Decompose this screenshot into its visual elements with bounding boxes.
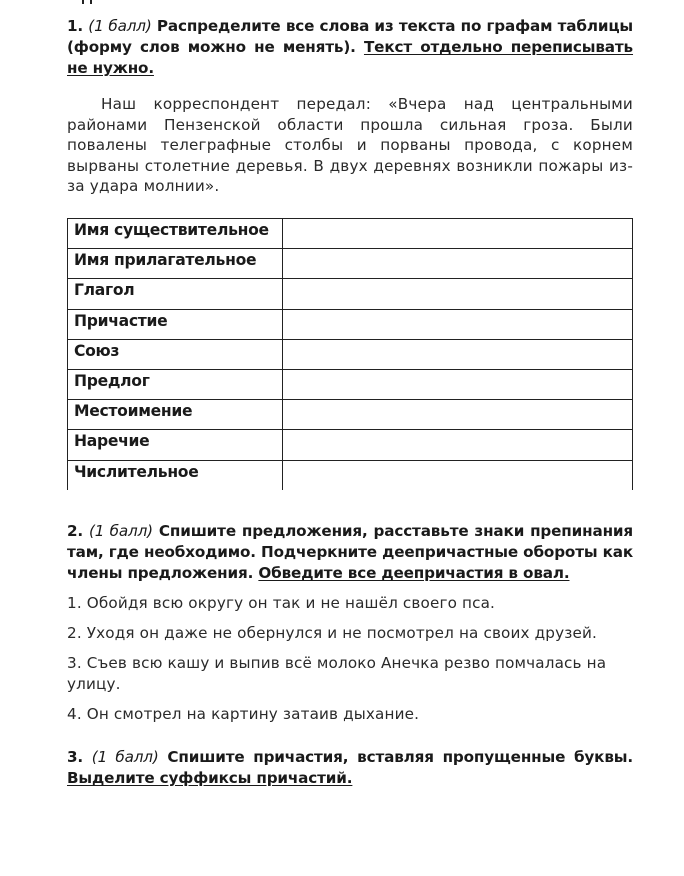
task-1-instruction: Распределите все слова из текста по графам таблицы (форму слов можно не менять). [67, 17, 634, 56]
row-label: Предлог [68, 369, 283, 399]
row-label: Числительное [68, 460, 283, 490]
answer-cell[interactable] [283, 339, 633, 369]
answer-cell[interactable] [283, 369, 633, 399]
table-row [68, 430, 633, 460]
answer-cell[interactable] [283, 279, 633, 309]
row-label: Имя прилагательное [68, 249, 283, 279]
table-row [68, 339, 633, 369]
sentence-item: 3. Съев всю кашу и выпив всё молоко Анечка резво помчалась на улицу. [67, 654, 607, 693]
sentence-item: 2. Уходя он даже не обернулся и не посмотрел на своих друзей. [67, 624, 597, 642]
task-3-number: 3. [67, 748, 84, 766]
answer-cell[interactable] [283, 460, 633, 490]
task-2-note: Обведите все деепричастия в овал. [258, 564, 570, 582]
table-row [68, 249, 633, 279]
task-3-instruction: Спишите причастия, вставляя пропущенные буквы. [167, 748, 634, 766]
task-3-heading [67, 747, 633, 789]
task-2-instruction: Спишите предложения, расставьте знаки препинания там, где необходимо. Подчеркните деепричастные обороты как члены предложения. [67, 522, 634, 582]
row-label: Наречие [68, 430, 283, 460]
row-label: Местоимение [68, 400, 283, 430]
row-label: Глагол [68, 279, 283, 309]
answer-cell[interactable] [283, 219, 633, 249]
table-row [68, 309, 633, 339]
sentence-item: 4. Он смотрел на картину затаив дыхание. [67, 705, 420, 723]
passage-text: Наш корреспондент передал: «Вчера над центральными районами Пензенской области прошла сильная гроза. Были повалены телеграфные столбы и порваны провода, с корнем вырваны столетние деревья. В двух деревнях возникли пожары из-за удара молнии». [67, 95, 633, 195]
task-2-number: 2. [67, 522, 84, 540]
parts-of-speech-table [67, 218, 633, 490]
answer-cell[interactable] [283, 249, 633, 279]
task-1-points: (1 балл) [88, 17, 152, 35]
table-row [68, 460, 633, 490]
table-row [68, 279, 633, 309]
page-top-fragment [64, 0, 104, 5]
task-2-points: (1 балл) [88, 522, 153, 540]
task-3-note: Выделите суффиксы причастий. [67, 769, 353, 787]
table-row [68, 400, 633, 430]
answer-cell[interactable] [283, 400, 633, 430]
row-label: Союз [68, 339, 283, 369]
answer-cell[interactable] [283, 309, 633, 339]
task-2-sentences [67, 593, 633, 734]
sentence-item: 1. Обойдя всю округу он так и не нашёл своего пса. [67, 594, 496, 612]
row-label: Причастие [68, 309, 283, 339]
task-1-note: Текст отдельно переписывать не нужно. [67, 38, 634, 77]
row-label: Имя существительное [68, 219, 283, 249]
task-2-heading [67, 521, 633, 584]
task-1-heading [67, 16, 633, 79]
task-3-points: (1 балл) [91, 748, 159, 766]
task-1-number: 1. [67, 17, 84, 35]
table-row [68, 219, 633, 249]
table-row [68, 369, 633, 399]
answer-cell[interactable] [283, 430, 633, 460]
